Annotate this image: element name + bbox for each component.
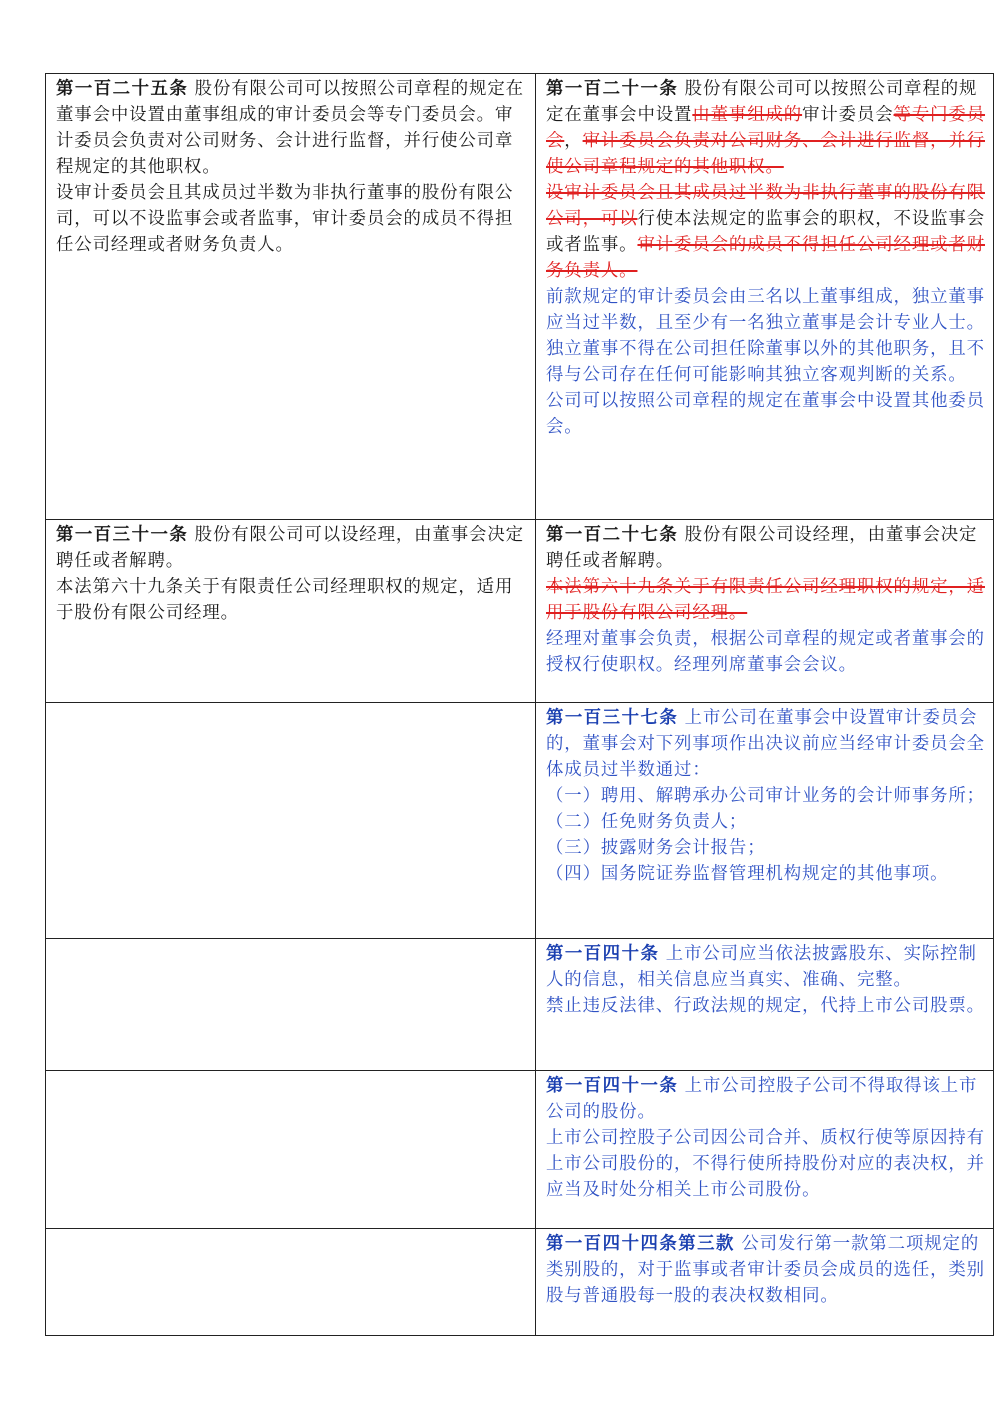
clause-paragraph (546, 835, 985, 861)
clause-paragraph (546, 1073, 985, 1125)
clause-paragraph (546, 336, 985, 388)
added-text: （一）聘用、解聘承办公司审计业务的会计师事务所； (546, 786, 985, 806)
clause-paragraph (546, 284, 985, 336)
article-number: 第一百三十一条 (56, 525, 189, 545)
old-law-cell (46, 520, 536, 703)
clause-paragraph (546, 993, 985, 1019)
clause-paragraph (546, 705, 985, 783)
old-law-cell (46, 939, 536, 1071)
comparison-table (45, 73, 994, 1336)
clause-text: 审计委员会 (802, 105, 894, 125)
new-law-cell (536, 703, 994, 939)
old-law-cell (46, 74, 536, 520)
table-row (46, 1229, 994, 1336)
deleted-text: 等专门委员会 (546, 105, 986, 151)
new-law-cell (536, 520, 994, 703)
clause-paragraph (56, 522, 527, 574)
clause-text: 股份有限公司可以按照公司章程的规定在董事会中设置 (546, 79, 978, 125)
clause-paragraph (56, 180, 527, 258)
clause-text: 本法第六十九条关于有限责任公司经理职权的规定，适用于股份有限公司经理。 (56, 577, 514, 623)
clause-paragraph (546, 1231, 985, 1309)
deleted-text: 设审计委员会且其成员过半数为非执行董事的股份有限公司，可以 (546, 183, 985, 229)
table-row (46, 74, 994, 520)
clause-paragraph (546, 783, 985, 809)
added-text: 禁止违反法律、行政法规的规定，代持上市公司股票。 (546, 996, 985, 1016)
article-number: 第一百二十七条 (546, 525, 679, 545)
old-law-cell (46, 703, 536, 939)
clause-text: 股份有限公司可以按照公司章程的规定在董事会中设置由董事组成的审计委员会等专门委员会。审计委员会负责对公司财务、会计进行监督，并行使公司章程规定的其他职权。 (56, 79, 524, 177)
added-text: 公司可以按照公司章程的规定在董事会中设置其他委员会。 (546, 391, 985, 437)
clause-paragraph (546, 180, 985, 284)
clause-text: 设审计委员会且其成员过半数为非执行董事的股份有限公司，可以不设监事会或者监事，审计委员会的成员不得担任公司经理或者财务负责人。 (56, 183, 514, 255)
article-number: 第一百四十一条 (546, 1076, 679, 1096)
clause-paragraph (546, 809, 985, 835)
deleted-text: 审计委员会负责对公司财务、会计进行监督，并行使公司章程规定的其他职权。 (546, 131, 985, 177)
new-law-cell (536, 1071, 994, 1229)
article-number: 第一百二十五条 (56, 79, 189, 99)
clause-text: 行使本法规定的监事会的职权，不设监事会或者监事。 (546, 209, 985, 255)
old-law-cell (46, 1071, 536, 1229)
added-text: 上市公司在董事会中设置审计委员会的，董事会对下列事项作出决议前应当经审计委员会全体成员过半数通过： (546, 708, 985, 780)
added-text: 独立董事不得在公司担任除董事以外的其他职务，且不得与公司存在任何可能影响其独立客观判断的关系。 (546, 339, 985, 385)
added-text: 上市公司控股子公司不得取得该上市公司的股份。 (546, 1076, 978, 1122)
table-row (46, 703, 994, 939)
new-law-cell (536, 1229, 994, 1336)
clause-paragraph (546, 1125, 985, 1203)
clause-paragraph (546, 76, 985, 180)
new-law-cell (536, 74, 994, 520)
clause-text: 股份有限公司可以设经理，由董事会决定聘任或者解聘。 (56, 525, 524, 571)
added-text: （三）披露财务会计报告； (546, 838, 766, 858)
added-text: （四）国务院证券监督管理机构规定的其他事项。 (546, 864, 949, 884)
added-text: 上市公司控股子公司因公司合并、质权行使等原因持有上市公司股份的，不得行使所持股份对应的表决权，并应当及时处分相关上市公司股份。 (546, 1128, 985, 1200)
article-number: 第一百三十七条 (546, 708, 679, 728)
table-row (46, 1071, 994, 1229)
clause-paragraph (546, 388, 985, 440)
added-text: 公司发行第一款第二项规定的类别股的，对于监事或者审计委员会成员的选任，类别股与普通股每一股的表决权数相同。 (546, 1234, 985, 1306)
article-number: 第一百二十一条 (546, 79, 679, 99)
clause-paragraph (546, 941, 985, 993)
deleted-text: 审计委员会的成员不得担任公司经理或者财务负责人。 (546, 235, 985, 281)
clause-paragraph (546, 861, 985, 887)
article-number: 第一百四十条 (546, 944, 660, 964)
new-law-cell (536, 939, 994, 1071)
comparison-table-body (46, 74, 994, 1336)
added-text: （二）任免财务负责人； (546, 812, 748, 832)
table-row (46, 520, 994, 703)
old-law-cell (46, 1229, 536, 1336)
clause-text: 股份有限公司设经理，由董事会决定聘任或者解聘。 (546, 525, 978, 571)
clause-paragraph (56, 574, 527, 626)
clause-paragraph (546, 574, 985, 626)
clause-paragraph (546, 522, 985, 574)
added-text: 前款规定的审计委员会由三名以上董事组成，独立董事应当过半数，且至少有一名独立董事是会计专业人士。 (546, 287, 985, 333)
clause-paragraph (546, 626, 985, 678)
deleted-text: 由董事组成的 (692, 105, 803, 125)
table-row (46, 939, 994, 1071)
clause-text: ， (564, 131, 583, 151)
added-text: 经理对董事会负责，根据公司章程的规定或者董事会的授权行使职权。经理列席董事会会议。 (546, 629, 985, 675)
deleted-text: 本法第六十九条关于有限责任公司经理职权的规定，适用于股份有限公司经理。 (546, 577, 985, 623)
added-text: 上市公司应当依法披露股东、实际控制人的信息，相关信息应当真实、准确、完整。 (546, 944, 977, 990)
article-number: 第一百四十四条第三款 (546, 1234, 735, 1254)
clause-paragraph (56, 76, 527, 180)
